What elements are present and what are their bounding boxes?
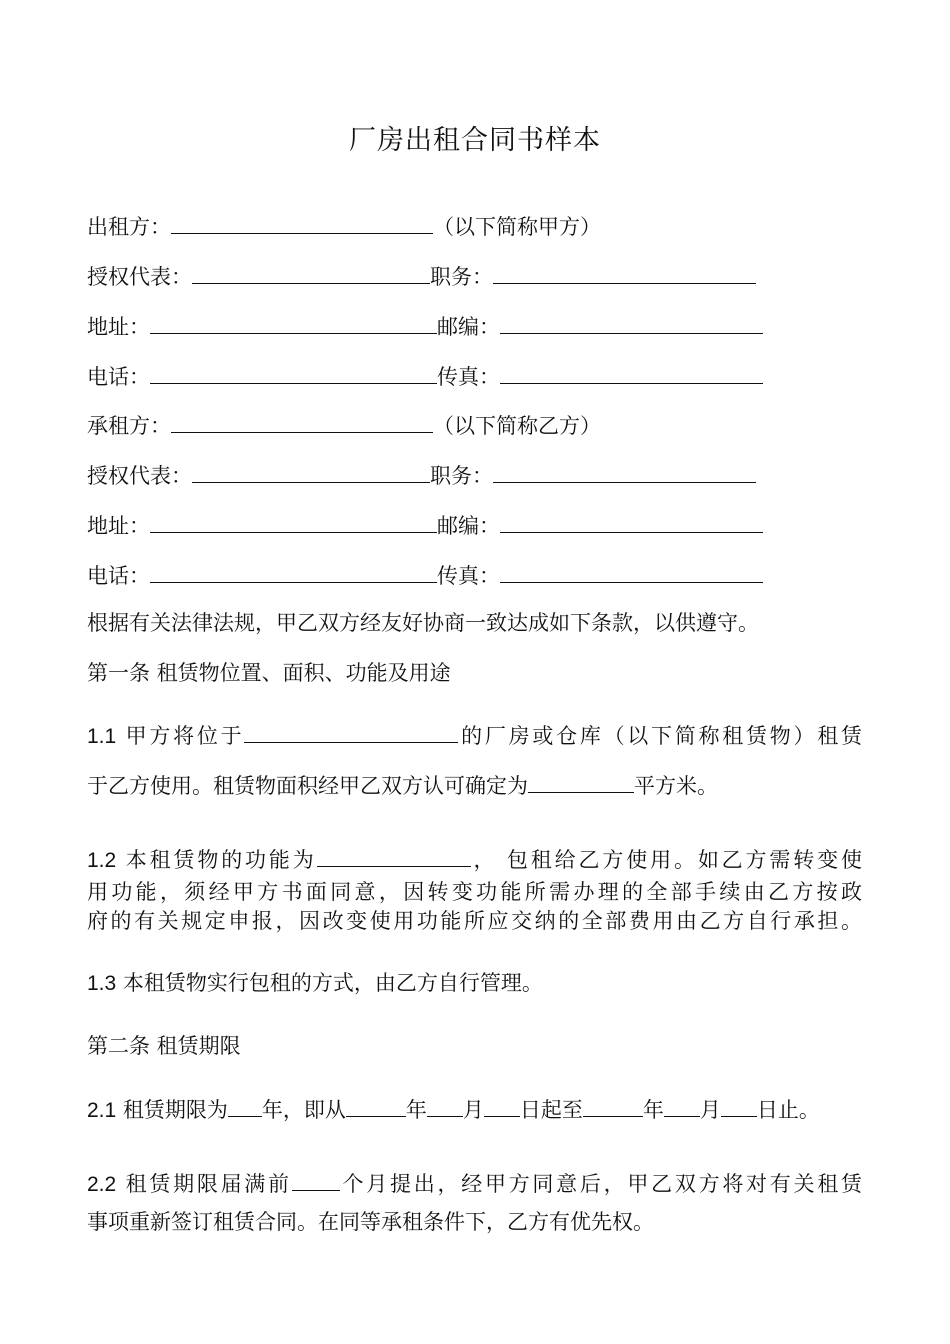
clause-2-1-text-a: 租赁期限为	[122, 1098, 228, 1122]
lessor-phone-line	[87, 361, 763, 391]
lessor-fax-label: 传真：	[437, 365, 500, 389]
lessee-phone-label: 电话：	[87, 564, 150, 588]
lessor-address-line	[87, 311, 763, 341]
start-day-blank[interactable]	[484, 1094, 520, 1117]
lessee-address-blank[interactable]	[150, 510, 437, 533]
lessor-rep-label: 授权代表：	[87, 265, 192, 289]
clause-2-2-line2: 事项重新签订租赁合同。在同等承租条件下，乙方有优先权。	[87, 1210, 654, 1234]
lessor-postcode-blank[interactable]	[500, 311, 763, 334]
clause-1-2-line3: 府的有关规定申报，因改变使用功能所应交纳的全部费用由乙方自行承担。	[87, 909, 862, 933]
clause-1-2-text-b: ， 包租给乙方使用。如乙方需转变使	[470, 848, 862, 872]
clause-1-2-number: 1.2	[87, 849, 117, 872]
clause-2-1-text-b: 年，即从	[261, 1098, 346, 1122]
clause-1-1-line1	[87, 720, 862, 751]
lessee-blank[interactable]	[171, 410, 433, 433]
lessee-address-label: 地址：	[87, 514, 150, 538]
start-year-blank[interactable]	[346, 1094, 406, 1117]
lessee-note: （以下简称乙方）	[433, 414, 601, 438]
clause-2-1-text-c: 年	[405, 1098, 427, 1122]
lessor-address-label: 地址：	[87, 315, 150, 339]
lessor-fax-blank[interactable]	[500, 361, 763, 384]
lessee-phone-line	[87, 560, 763, 590]
lessee-phone-blank[interactable]	[150, 560, 437, 583]
lessee-label: 承租方：	[87, 414, 171, 438]
preamble: 根据有关法律法规，甲乙双方经友好协商一致达成如下条款，以供遵守。	[87, 611, 759, 635]
clause-2-1	[87, 1094, 820, 1125]
lessor-label: 出租方：	[87, 215, 171, 239]
end-month-blank[interactable]	[664, 1094, 700, 1117]
lessor-rep-blank[interactable]	[192, 261, 430, 284]
lessor-phone-label: 电话：	[87, 365, 150, 389]
clause-1-2-line1	[87, 844, 862, 875]
clause-1-1-text-a: 甲方将位于	[125, 724, 245, 748]
clause-2-1-text-f: 年	[642, 1098, 664, 1122]
lessee-postcode-blank[interactable]	[500, 510, 763, 533]
end-year-blank[interactable]	[583, 1094, 643, 1117]
clause-1-2-function-blank[interactable]	[317, 844, 471, 867]
lessee-rep-line	[87, 460, 756, 490]
clause-1-1-text-c: 于乙方使用。租赁物面积经甲乙双方认可确定为	[87, 774, 528, 798]
renewal-months-blank[interactable]	[292, 1168, 340, 1191]
clause-1-3-text: 本租赁物实行包租的方式，由乙方自行管理。	[122, 971, 543, 995]
lessor-address-blank[interactable]	[150, 311, 437, 334]
clause-1-1-area-blank[interactable]	[528, 770, 634, 793]
clause-2-1-number: 2.1	[87, 1099, 117, 1122]
clause-1-1-number: 1.1	[87, 725, 117, 748]
lessee-rep-label: 授权代表：	[87, 464, 192, 488]
clause-1-1-location-blank[interactable]	[244, 720, 458, 743]
lessor-position-blank[interactable]	[493, 261, 756, 284]
lessor-position-label: 职务：	[430, 265, 493, 289]
clause-1-1-text-d: 平方米。	[634, 774, 718, 798]
clause-2-1-text-g: 月	[699, 1098, 721, 1122]
lessee-address-line	[87, 510, 763, 540]
lessee-line	[87, 410, 601, 440]
lessor-rep-line	[87, 261, 756, 291]
lessee-rep-blank[interactable]	[192, 460, 430, 483]
clause-2-1-text-e: 日起至	[519, 1098, 583, 1122]
clause-2-1-text-h: 日止。	[756, 1098, 820, 1122]
clause-2-2-line1	[87, 1168, 862, 1199]
article2-heading: 第二条 租赁期限	[87, 1034, 241, 1058]
clause-1-3	[87, 969, 543, 998]
clause-2-1-text-d: 月	[462, 1098, 484, 1122]
lessee-position-blank[interactable]	[493, 460, 756, 483]
lessor-blank[interactable]	[171, 211, 433, 234]
lessee-fax-label: 传真：	[437, 564, 500, 588]
lessor-phone-blank[interactable]	[150, 361, 437, 384]
clause-1-2-text-a: 本租赁物的功能为	[125, 848, 317, 872]
lessee-postcode-label: 邮编：	[437, 514, 500, 538]
article1-heading: 第一条 租赁物位置、面积、功能及用途	[87, 661, 451, 685]
term-years-blank[interactable]	[228, 1094, 262, 1117]
end-day-blank[interactable]	[721, 1094, 757, 1117]
document-title: 厂房出租合同书样本	[349, 125, 601, 156]
lessor-line	[87, 211, 601, 241]
clause-1-1-text-b: 的厂房或仓库（以下简称租赁物）租赁	[458, 724, 863, 748]
lessee-fax-blank[interactable]	[500, 560, 763, 583]
lessor-note: （以下简称甲方）	[433, 215, 601, 239]
clause-2-2-text-b: 个月提出，经甲方同意后，甲乙双方将对有关租赁	[339, 1172, 863, 1196]
lessor-postcode-label: 邮编：	[437, 315, 500, 339]
clause-1-2-line2: 用功能，须经甲方书面同意，因转变功能所需办理的全部手续由乙方按政	[87, 880, 862, 904]
clause-2-2-number: 2.2	[87, 1173, 117, 1196]
clause-1-1-line2	[87, 770, 718, 800]
clause-1-3-number: 1.3	[87, 972, 117, 995]
lessee-position-label: 职务：	[430, 464, 493, 488]
clause-2-2-text-a: 租赁期限届满前	[125, 1172, 292, 1196]
start-month-blank[interactable]	[427, 1094, 463, 1117]
